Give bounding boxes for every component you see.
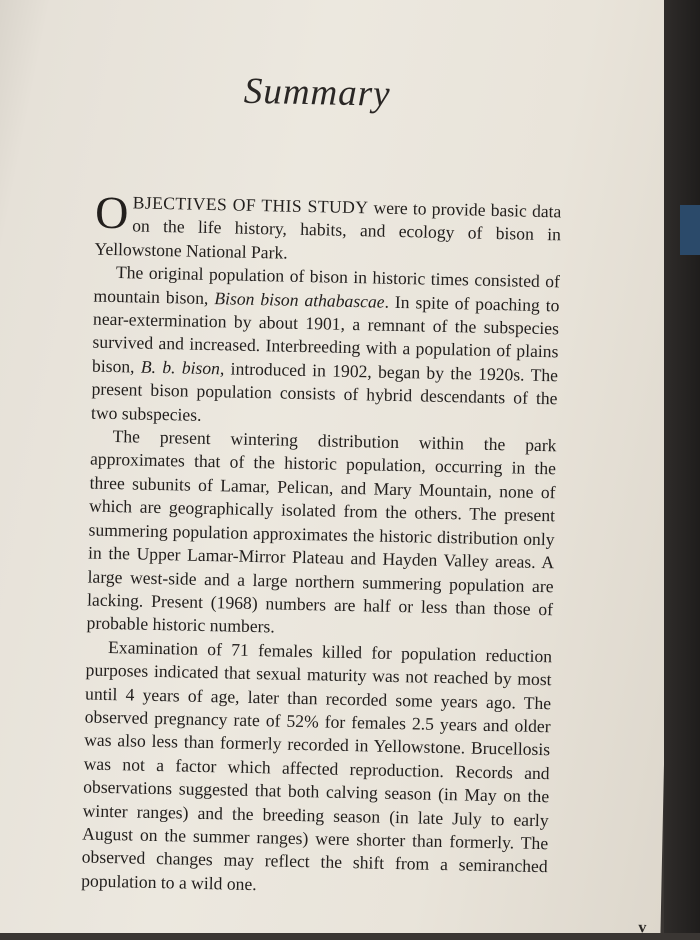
- page-number: v: [638, 919, 647, 937]
- paragraph-3: The present wintering distribution within the park approximates that of the historic population, occurring in the three subunits of Lamar, Pelican, and Mary Mountain, none of which are geographically isolated from the others. The present summering population approximates the historic distribution only in the Upper Lamar-Mirror Plateau and Hayden Valley areas. A large west-side and a large northern summering population are lacking. Present (1968) numbers are half or less than those of probable historic numbers.: [86, 426, 557, 637]
- paragraph-1: [94, 186, 562, 271]
- subspecies-name: B. b. bison: [140, 356, 221, 379]
- page-title: Summary: [243, 70, 391, 115]
- paragraph-1-text: were to provide basic data on the life history, habits, and ecology of bison in Yellowstone National Park.: [94, 197, 562, 263]
- summary-body: [81, 186, 562, 903]
- species-name: Bison bison athabascae: [214, 287, 385, 312]
- paragraph-2-text-b: . In spite of poaching to near-extermination by about 1901, a remnant of the subspecies survived and increased. Interbreeding with a population of plains bison,: [91, 291, 560, 377]
- opening-smallcaps: BJECTIVES OF THIS STUDY: [132, 192, 369, 218]
- paragraph-2: [91, 261, 560, 435]
- paragraph-2-text-c: , introduced in 1902, began by the 1920s. The present bison population consists of hybrid descendants of the two subspecies.: [90, 358, 559, 425]
- paragraph-4: Examination of 71 females killed for population reduction purposes indicated that sexual maturity was not reached by most until 4 years of age, later than recorded some years ago. The observed pregnancy rate of 52% for females 2.5 years and older was also less than formerly recorded in Yellowstone. Brucellosis was not a factor which affected reproduction. Records and observations suggested that both calving season (in May on the winter ranges) and the breeding season (in late July to early August on the summer ranges) were shorter than formerly. The observed changes may reflect the shift from a semiranched population to a wild one.: [81, 636, 553, 894]
- paragraph-2-text-a: The original population of bison in historic times consisted of mountain bison,: [93, 262, 561, 308]
- drop-cap: O: [94, 186, 130, 239]
